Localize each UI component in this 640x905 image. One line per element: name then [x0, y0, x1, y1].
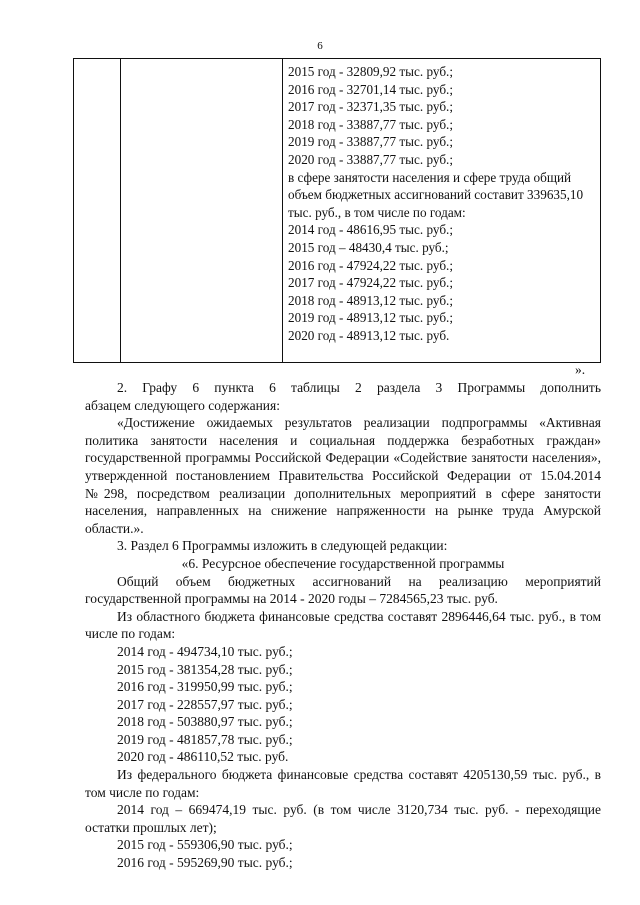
- list-item: 2014 год - 494734,10 тыс. руб.;: [117, 643, 293, 659]
- document-body: [85, 379, 601, 872]
- regional-intro: Из областного бюджета финансовые средства составят 2896446,64 тыс. руб., в том числе по годам:: [85, 608, 601, 642]
- cell-year-line: 2017 год - 32371,35 тыс. руб.;: [288, 99, 453, 115]
- section-heading: «6. Ресурсное обеспечение государственной программы: [181, 555, 505, 571]
- list-item: 2016 год - 319950,99 тыс. руб.;: [117, 679, 293, 695]
- cell-year-line: 2016 год - 32701,14 тыс. руб.;: [288, 81, 453, 97]
- cell-year-line: 2018 год - 33887,77 тыс. руб.;: [288, 116, 453, 132]
- list-item: 2020 год - 486110,52 тыс. руб.: [117, 749, 289, 765]
- cell-year-line: 2020 год - 48913,12 тыс. руб.: [288, 327, 450, 343]
- item-3-line: 3. Раздел 6 Программы изложить в следующей редакции:: [117, 538, 448, 554]
- federal-intro: Из федерального бюджета финансовые средства составят 4205130,59 тыс. руб., в том числе по годам:: [85, 767, 601, 800]
- list-item: 2018 год - 503880,97 тыс. руб.;: [117, 714, 293, 730]
- total-paragraph: Общий объем бюджетных ассигнований на реализацию мероприятий государственной программы на 2014 - 2020 годы – 7284565,23 тыс. руб.: [85, 573, 601, 607]
- regional-year-list: [85, 643, 601, 766]
- list-item: 2015 год - 381354,28 тыс. руб.;: [117, 661, 293, 677]
- table-column-3-cell: [283, 59, 601, 363]
- cell-year-line: 2014 год - 48616,95 тыс. руб.;: [288, 222, 453, 238]
- closing-quote: ».: [575, 362, 586, 377]
- cell-year-line: 2019 год - 48913,12 тыс. руб.;: [288, 310, 453, 326]
- cell-year-line: 2018 год - 48913,12 тыс. руб.;: [288, 292, 453, 308]
- table-column-2-cell: [121, 59, 283, 363]
- cell-year-line: 2019 год - 33887,77 тыс. руб.;: [288, 134, 453, 150]
- cell-year-line: 2015 год - 32809,92 тыс. руб.;: [288, 64, 453, 79]
- item-2-quote: «Достижение ожидаемых результатов реализации подпрограммы «Активная политика занятости населения и социальная поддержка безработных граждан» государственной программы Российской Федерации «Содействие занятости населения», утвержденной постановлением Правительства Российской Федерации от 15.04.2014 №298, посредством реализации дополнительных мероприятий в сфере занятости населения, направленных на снижение напряженности на рынке труда Амурской области.».: [85, 415, 601, 536]
- list-item: 2019 год - 481857,78 тыс. руб.;: [117, 731, 293, 747]
- cell-year-line: 2015 год – 48430,4 тыс. руб.;: [288, 239, 449, 255]
- cell-year-line: 2017 год - 47924,22 тыс. руб.;: [288, 275, 453, 291]
- item-2-line-cont: абзацем следующего содержания:: [85, 397, 280, 413]
- continuation-table: [73, 58, 601, 363]
- list-item: 2016 год - 595269,90 тыс. руб.;: [117, 855, 293, 871]
- cell-year-line: 2016 год - 47924,22 тыс. руб.;: [288, 257, 453, 273]
- federal-year-list: [85, 836, 601, 871]
- list-item: 2017 год - 228557,97 тыс. руб.;: [117, 696, 293, 712]
- list-item: 2015 год - 559306,90 тыс. руб.;: [117, 837, 293, 853]
- item-2-line: 2. Графу 6 пункта 6 таблицы 2 раздела 3 Программы дополнить: [117, 380, 601, 395]
- table-column-1-cell: [74, 59, 121, 363]
- cell-year-line: 2020 год - 33887,77 тыс. руб.;: [288, 151, 453, 167]
- page-number: 6: [317, 40, 323, 52]
- cell-paragraph: в сфере занятости населения и сфере труда общий объем бюджетных ассигнований составит 339635,10 тыс. руб., в том числе по годам:: [288, 169, 584, 220]
- federal-2014: 2014 год – 669474,19 тыс. руб. (в том числе 3120,734 тыс. руб. - переходящие остатки прошлых лет);: [85, 802, 601, 835]
